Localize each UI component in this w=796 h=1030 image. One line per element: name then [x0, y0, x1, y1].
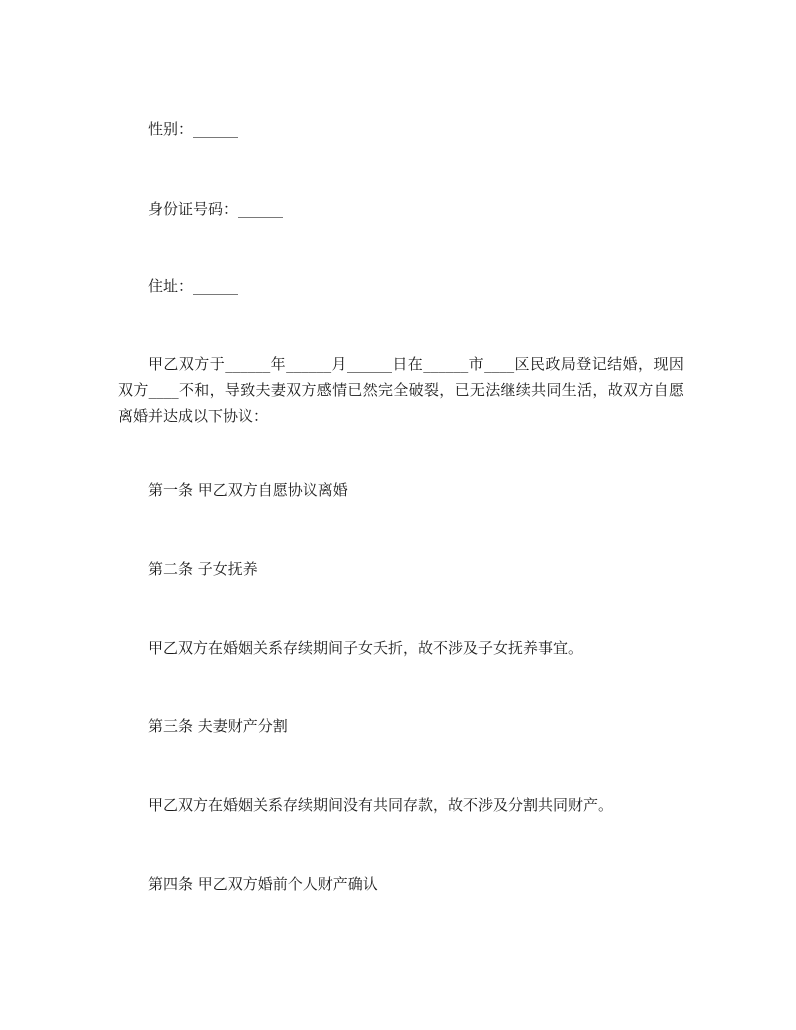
article-3-heading: 第三条 夫妻财产分割: [148, 717, 288, 735]
article-1-heading: 第一条 甲乙双方自愿协议离婚: [148, 481, 348, 499]
address-label: 住址：: [148, 277, 194, 295]
article-3-body: 甲乙双方在婚姻关系存续期间没有共同存款，故不涉及分割共同财产。: [148, 796, 614, 814]
preamble-blank-day: ______: [346, 355, 392, 373]
preamble-text-5: 市: [468, 355, 485, 373]
preamble-text-6: 区民政局登记结婚，现因双方: [118, 355, 684, 399]
preamble-blank-district: ____: [484, 355, 515, 373]
preamble-paragraph: [118, 351, 684, 429]
preamble-text-1: 甲乙双方于: [148, 355, 226, 373]
article-2-body: 甲乙双方在婚姻关系存续期间子女夭折，故不涉及子女抚养事宜。: [148, 639, 584, 657]
article-4-heading: 第四条 甲乙双方婚前个人财产确认: [148, 875, 378, 893]
article-2-heading: 第二条 子女抚养: [148, 560, 258, 578]
id-number-field: [148, 199, 283, 219]
id-number-label: 身份证号码：: [148, 200, 239, 218]
preamble-text-3: 月: [331, 355, 347, 373]
gender-blank: ______: [193, 120, 239, 138]
gender-label: 性别：: [148, 120, 194, 138]
preamble-blank-year: ______: [225, 355, 271, 373]
id-number-blank: ______: [238, 200, 284, 218]
preamble-blank-city: ______: [423, 355, 469, 373]
address-field: [148, 276, 238, 296]
gender-field: [148, 119, 238, 139]
preamble-blank-reason: ____: [148, 381, 179, 399]
preamble-text-2: 年: [270, 355, 287, 373]
preamble-text-4: 日在: [391, 355, 424, 373]
address-blank: ______: [193, 277, 239, 295]
preamble-blank-month: ______: [286, 355, 332, 373]
preamble-text-7: 不和，导致夫妻双方感情已然完全破裂，已无法继续共同生活，故双方自愿离婚并达成以下协议：: [118, 381, 684, 425]
